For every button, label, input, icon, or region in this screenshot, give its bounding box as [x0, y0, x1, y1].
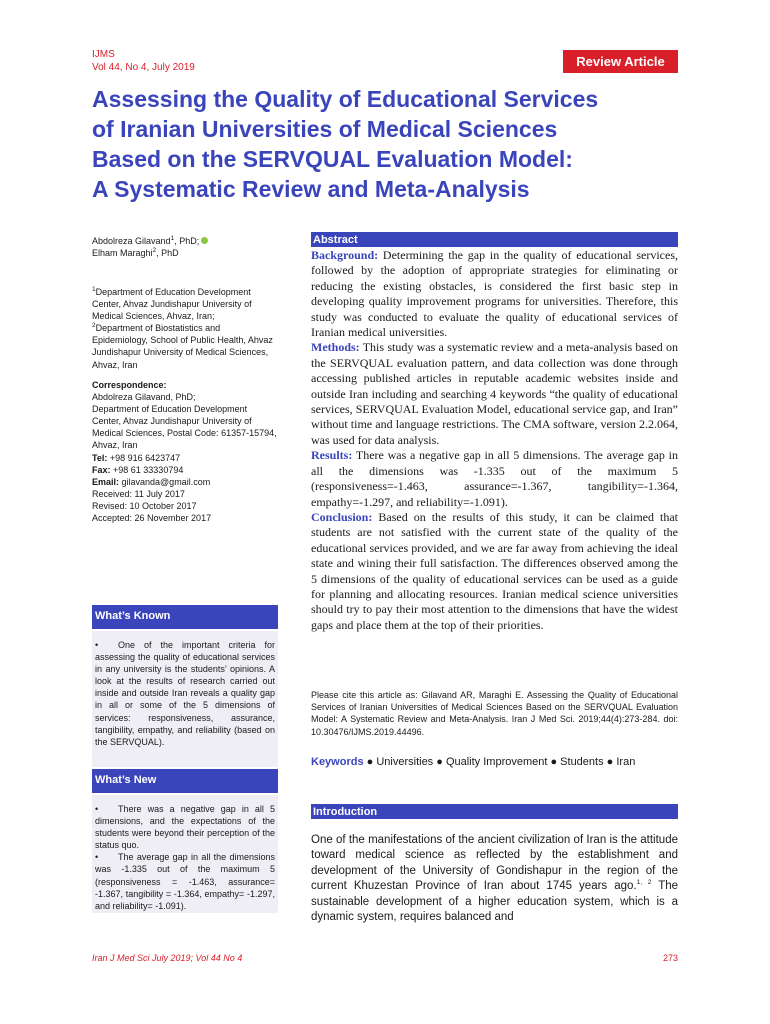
reference-link[interactable]: 1, 2	[636, 879, 652, 887]
tel-value: +98 916 6423747	[107, 452, 181, 463]
keywords-list: ● Universities ● Quality Improvement ● Students ● Iran	[363, 756, 636, 768]
bullet: •	[95, 804, 99, 814]
methods-label: Methods:	[311, 340, 360, 355]
keywords-label: Keywords	[311, 756, 364, 768]
results-label: Results:	[311, 448, 353, 463]
whats-new-item: The average gap in all the dimensions was -1.335 out of the maximum 5 (responsiveness = -1.463, assurance= -1.367, tangibility = -1.364, empathy= -1.297, and reliability= -1.091).	[95, 852, 275, 911]
email-link[interactable]: gilavanda@gmail.com	[119, 476, 211, 487]
whats-known-text: One of the important criteria for assessing the quality of educational services in any university is the students’ opinions. A look at the results of research carried out inside and outside Iran reveals a quality gap in all or some of the 5 dimensions of services: responsiveness, assurance, tangibility, empathy, and reliability (based on the SERVQUAL).	[95, 640, 275, 747]
introduction-part-a: One of the manifestations of the ancient civilization of Iran is the attitude toward medical science as reflected by the establishment and development of the University of Gondishapur in the region of the current Khuzestan Province of Iran about 1745 years ago.	[311, 834, 678, 893]
methods-text: This study was a systematic review and a meta-analysis based on the SERVQUAL evaluation pattern, and data collection was done through accessing published articles in reputable academic websites inside and outside Iran including and searching 4 keywords “the quality of educational services, SERVQUAL Evaluation Model, educational service gap, and Iran” without time and language restrictions. The CMA software, version 2.2.064, was used for data analysis.	[311, 340, 678, 447]
conclusion-text: Based on the results of this study, it can be claimed that students are not satisfied with the current state of the quality of the educational services provided, and we are far away from achieving the ideal state and wining their full satisfaction. The differences observed among the 5 dimensions of the quality of educational services can be used as a guide for planning and allocating resources. Iranian medical science universities should try to pay their most attention to the dimensions that have the widest gaps and place them at the top of their priorities.	[311, 509, 678, 632]
whats-new-box	[92, 795, 278, 913]
whats-new-heading: What’s New	[92, 769, 278, 793]
author-degree: , PhD;	[174, 236, 200, 246]
fax-value: +98 61 33330794	[110, 464, 184, 475]
correspondence-address: Department of Education Development Center, Ahvaz Jundishapur University of Medical Sciences, Postal Code: 61357-15794, Ahvaz, Iran	[92, 404, 277, 451]
introduction-part-b: The sustainable development of a higher education system, which is a dynamic system, requires balanced and	[311, 880, 679, 924]
background-label: Background:	[311, 248, 379, 262]
received-date: Received: 11 July 2017	[92, 488, 185, 499]
article-type-badge: Review Article	[563, 50, 678, 73]
author-degree: , PhD	[156, 248, 179, 259]
article-title	[92, 84, 732, 204]
author-name: Elham Maraghi	[92, 248, 153, 259]
introduction-text	[311, 833, 678, 925]
tel-label: Tel:	[92, 452, 108, 463]
fax-label: Fax:	[92, 464, 111, 475]
correspondence	[92, 379, 278, 524]
orcid-icon[interactable]	[201, 237, 208, 244]
author-name: Abdolreza Gilavand	[92, 236, 171, 246]
affiliations	[92, 286, 278, 371]
citation-text: Please cite this article as: Gilavand AR, Maraghi E. Assessing the Quality of Educational Services of Iranian Universities of Medical Sciences Based on the SERVQUAL Evaluation Model: A Systematic Review and Meta-Analysis. Iran J Med Sci. 2019;44(4):273-284. doi: 10.30476/IJMS.2019.44496.	[311, 690, 678, 737]
title-line: A Systematic Review and Meta-Analysis	[92, 176, 530, 202]
keywords	[311, 755, 678, 770]
background-text: Determining the gap in the quality of educational services, followed by the adoption of appropriate strategies for eliminating or reducing the existing obstacles, is considered the first basic step in developing quality improvement programs for universities. Therefore, this study was conducted to evaluate the quality of educational services of Iranian medical universities.	[311, 248, 678, 340]
author-sup: 2	[152, 247, 157, 255]
journal-header	[92, 48, 195, 74]
email-label: Email:	[92, 476, 120, 487]
affiliation-1: Department of Education Development Center, Ahvaz Jundishapur University of Medical Sciences, Ahvaz, Iran;	[92, 287, 252, 322]
title-line: Based on the SERVQUAL Evaluation Model:	[92, 146, 573, 172]
footer-journal: Iran J Med Sci July 2019; Vol 44 No 4	[92, 953, 243, 963]
journal-volume: Vol 44, No 4, July 2019	[92, 62, 195, 73]
author-list	[92, 235, 278, 259]
abstract-body	[311, 248, 678, 633]
correspondence-name: Abdolreza Gilavand, PhD;	[92, 392, 196, 403]
page-number: 273	[662, 953, 678, 963]
whats-new-item: There was a negative gap in all 5 dimensions, and the expectations of the students were beyond their perception of the status quo.	[95, 804, 275, 851]
journal-name: IJMS	[92, 49, 115, 60]
title-line: Assessing the Quality of Educational Services	[92, 86, 599, 112]
abstract-heading: Abstract	[311, 232, 678, 247]
title-line: of Iranian Universities of Medical Sciences	[92, 116, 558, 142]
introduction-heading: Introduction	[311, 804, 678, 819]
results-text: There was a negative gap in all 5 dimensions. The average gap in all the dimensions was -1.335 out of the maximum 5 (responsiveness=-1.463, assurance=-1.367, tangibility=-1.364, empathy=-1.297, and reliability=-1.091).	[311, 448, 678, 509]
whats-known-heading: What’s Known	[92, 605, 278, 629]
affiliation-2: Department of Biostatistics and Epidemiology, School of Public Health, Ahvaz Jundishapur University of Medical Sciences, Ahvaz, Iran	[92, 323, 273, 370]
author-sup: 1	[170, 235, 175, 242]
bullet: •	[95, 640, 99, 650]
affiliation-sup: 1	[92, 286, 96, 293]
affiliation-sup: 2	[92, 322, 96, 330]
accepted-date: Accepted: 26 November 2017	[92, 513, 212, 524]
revised-date: Revised: 10 October 2017	[92, 500, 197, 511]
whats-known-box	[92, 631, 278, 767]
bullet: •	[95, 852, 99, 863]
correspondence-label: Correspondence:	[92, 380, 167, 390]
conclusion-label: Conclusion:	[311, 509, 373, 524]
